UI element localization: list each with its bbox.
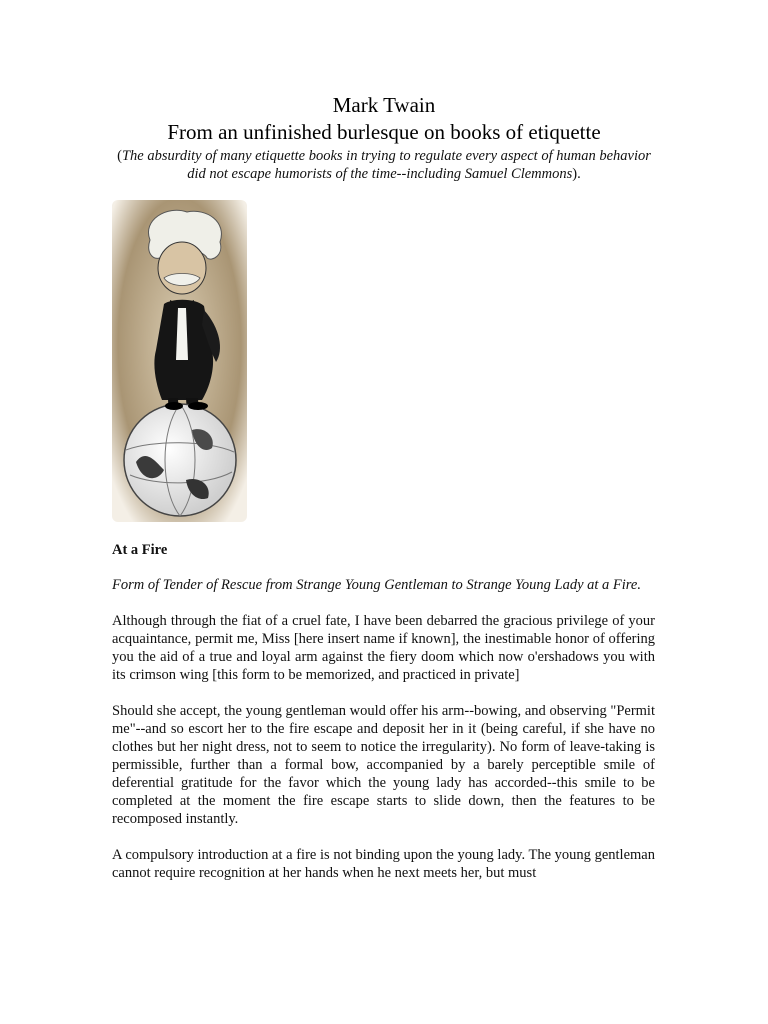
paragraph-1: Although through the fiat of a cruel fate, I have been debarred the gracious privilege of your acquaintance, permit me, Miss [here insert name if known], the inestimable honor of offering you the aid of a true and loyal arm against the fiery doom which now o'ershadows you with its crimson wing [this form to be memorized, and practiced in private] (112, 613, 655, 683)
document-title: From an unfinished burlesque on books of etiquette (167, 120, 601, 144)
paragraph-2: Should she accept, the young gentleman would offer his arm--bowing, and observing "Permit me"--and so escort her to the fire escape and deposit her in it (being careful, if she have no clothes but her night dress, not to seem to notice the irregularity). No form of leave-taking is permissible, further than a formal bow, accompanied by a barely perceptible smile of deferential gratitude for the favor which the young lady has accorded--this smile to be completed at the moment the fire escape starts to slide down, then the features to be recomposed instantly. (112, 703, 655, 827)
author-heading: Mark Twain (332, 93, 436, 117)
article-body (112, 540, 655, 900)
form-title: Form of Tender of Rescue from Strange Young Gentleman to Strange Young Lady at a Fire. (112, 577, 641, 593)
subtitle-note (114, 147, 654, 183)
subtitle-italic-text: The absurdity of many etiquette books in trying to regulate every aspect of human behavior did not escape humorists of the time--including Samuel Clemmons (121, 148, 651, 182)
title-block (0, 92, 768, 183)
section-heading: At a Fire (112, 542, 168, 558)
subtitle-close-paren: ). (572, 166, 581, 182)
caricature-illustration (112, 200, 247, 522)
caricature-on-globe-image (112, 200, 247, 522)
subtitle-open-paren: ( (117, 148, 122, 164)
paragraph-3: A compulsory introduction at a fire is not binding upon the young lady. The young gentleman cannot require recognition at her hands when he next meets her, but must (112, 847, 655, 881)
